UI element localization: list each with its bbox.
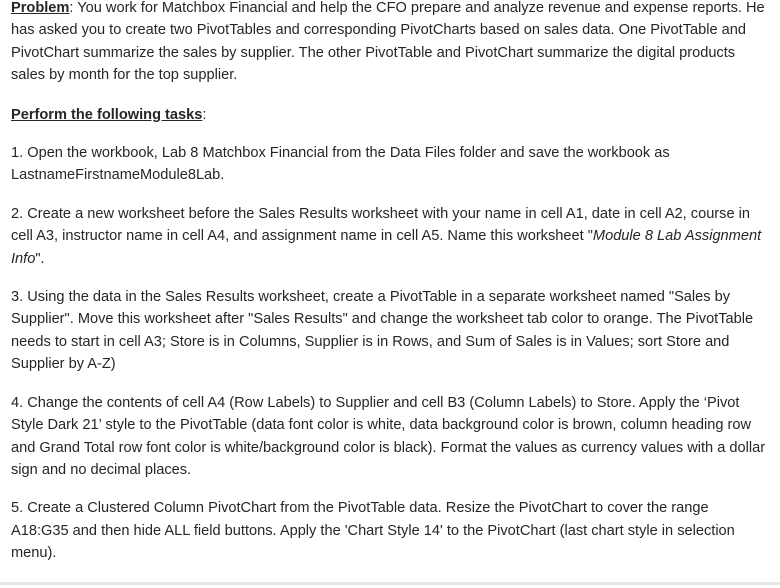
task-2-text-end: ". [35,250,45,267]
task-3: 3. Using the data in the Sales Results worksheet, create a PivotTable in a separate worksheet named "Sales by Supplier". Move this worksheet after "Sales Results" and change the worksheet tab color to orange. The PivotTable needs to start in cell A3; Store is in Columns, Supplier is in Rows, and Sum of Sales is in Values; sort Store and Supplier by A-Z) [11,289,754,373]
bottom-divider [0,582,780,585]
task-2-worksheet-name: Module 8 Lab Assignment Info [11,228,762,267]
tasks-heading-colon: : [202,106,207,123]
problem-text: : You work for Matchbox Financial and help the CFO prepare and analyze revenue and expense reports. He has asked you to create two PivotTables and corresponding PivotCharts based on sales data. One PivotTable and PivotChart summarize the sales by supplier. The other PivotTable and PivotChart summarize the digital products sales by month for the top supplier. [11,0,765,84]
problem-paragraph [11,0,768,87]
task-2 [11,203,768,270]
tasks-heading-label: Perform the following tasks [11,106,203,123]
task-1: 1. Open the workbook, Lab 8 Matchbox Financial from the Data Files folder and save the workbook as LastnameFirstnameModule8Lab. [11,145,670,184]
problem-label: Problem [11,0,70,16]
task-5: 5. Create a Clustered Column PivotChart from the PivotTable data. Resize the PivotChart to cover the range A18:G35 and then hide ALL field buttons. Apply the 'Chart Style 14' to the PivotChart (last chart style in selection menu). [11,500,735,562]
task-2-text: 2. Create a new worksheet before the Sales Results worksheet with your name in cell A1, date in cell A2, course in cell A3, instructor name in cell A4, and assignment name in cell A5. Name this worksheet " [11,205,750,245]
task-4: 4. Change the contents of cell A4 (Row Labels) to Supplier and cell B3 (Column Labels) to Store. Apply the ‘Pivot Style Dark 21’ style to the PivotTable (data font color is white, data background color is brown, column heading row and Grand Total row font color is white/background color is black). Format the values as currency values with a dollar sign and no decimal places. [11,394,766,478]
tasks-heading [11,104,768,126]
